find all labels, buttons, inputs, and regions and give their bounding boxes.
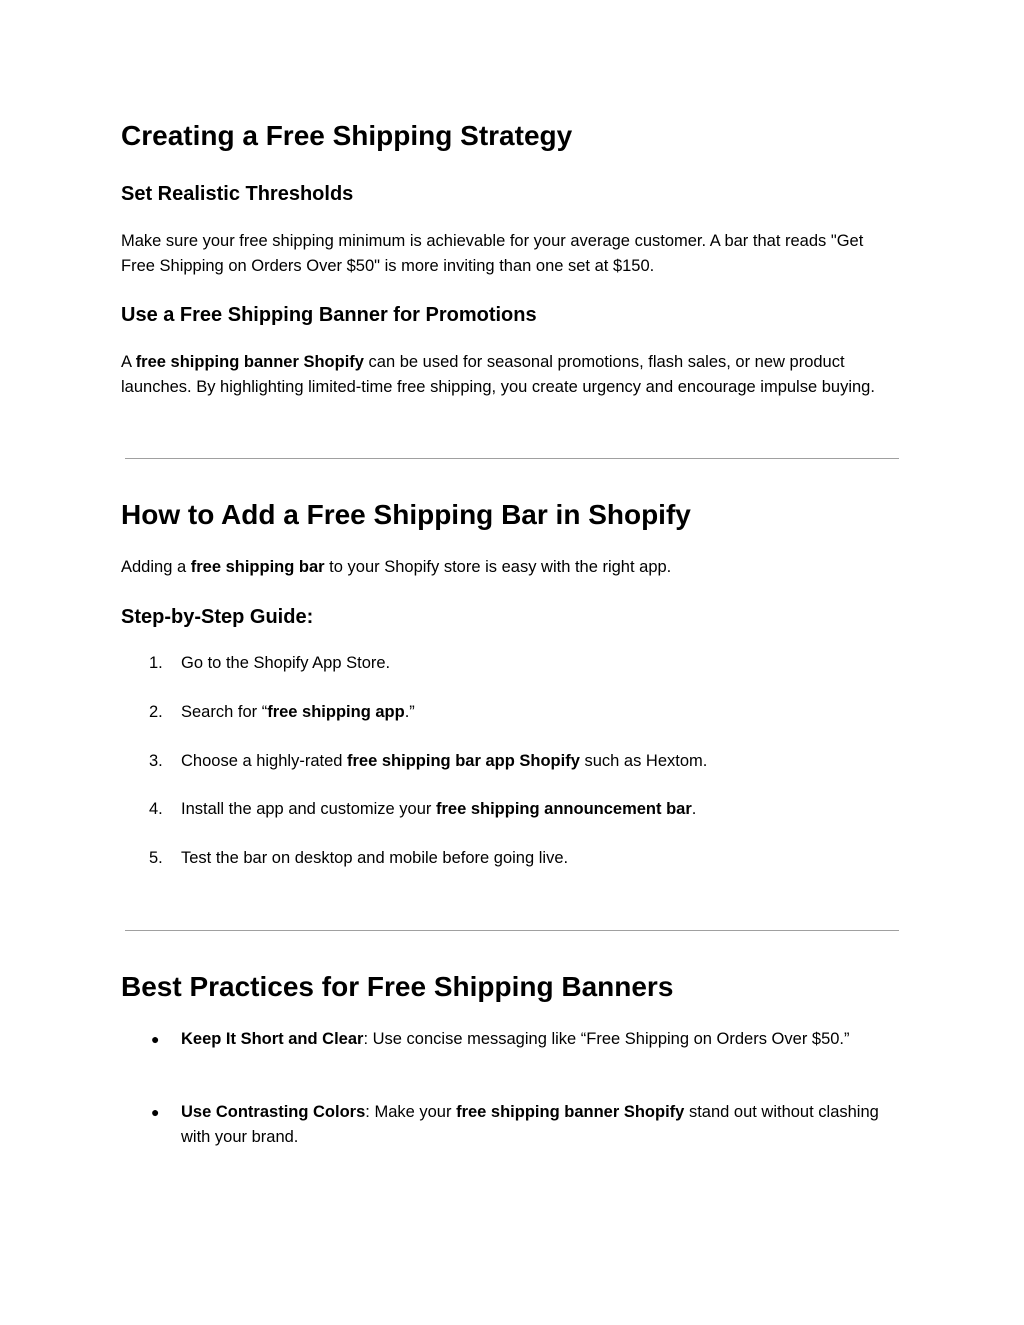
heading-add-shipping-bar: How to Add a Free Shipping Bar in Shopify [121, 499, 691, 530]
list-item-text: Choose a highly-rated free shipping bar app Shopify such as Hextom. [181, 752, 708, 770]
list-item-text: Install the app and customize your free shipping announcement bar. [181, 800, 697, 818]
horizontal-divider [125, 930, 899, 931]
list-number: 3. [149, 752, 163, 770]
heading-creating-strategy: Creating a Free Shipping Strategy [121, 120, 573, 151]
horizontal-divider [125, 458, 899, 459]
bullet-icon: ● [151, 1031, 160, 1047]
subheading-step-guide: Step-by-Step Guide: [121, 606, 314, 628]
list-item-text: Keep It Short and Clear: Use concise messaging like “Free Shipping on Orders Over $50.” [181, 1030, 850, 1048]
subheading-thresholds: Set Realistic Thresholds [121, 183, 354, 205]
paragraph-promotions-banner [121, 350, 901, 399]
list-item-text: Use Contrasting Colors: Make your free shipping banner Shopify stand out without clashing with your brand. [181, 1103, 879, 1146]
list-number: 5. [149, 849, 163, 867]
list-number: 4. [149, 800, 163, 818]
paragraph-text: to your Shopify store is easy with the right app. [324, 558, 672, 576]
paragraph-intro [121, 555, 901, 580]
keyword-bold: free shipping bar [190, 558, 325, 576]
heading-best-practices: Best Practices for Free Shipping Banners [121, 971, 674, 1002]
keyword-bold: free shipping banner Shopify [135, 353, 364, 371]
subheading-promotions-banner: Use a Free Shipping Banner for Promotions [121, 304, 537, 326]
list-number: 1. [149, 654, 163, 672]
list-item-text: Go to the Shopify App Store. [181, 654, 391, 672]
list-item-text: Test the bar on desktop and mobile before going live. [181, 849, 569, 867]
list-item-text: Search for “free shipping app.” [181, 703, 415, 721]
paragraph-text: Adding a [121, 558, 191, 576]
paragraph-thresholds: Make sure your free shipping minimum is achievable for your average customer. A bar that reads "Get Free Shipping on Orders Over $50" is more inviting than one set at $150. [121, 232, 864, 275]
bullet-icon: ● [151, 1104, 160, 1120]
paragraph-text: can be used for seasonal promotions, flash sales, or new product launches. By highlighting limited-time free shipping, you create urgency and encourage impulse buying. [121, 353, 875, 396]
paragraph-text: A [121, 353, 136, 371]
list-number: 2. [149, 703, 163, 721]
